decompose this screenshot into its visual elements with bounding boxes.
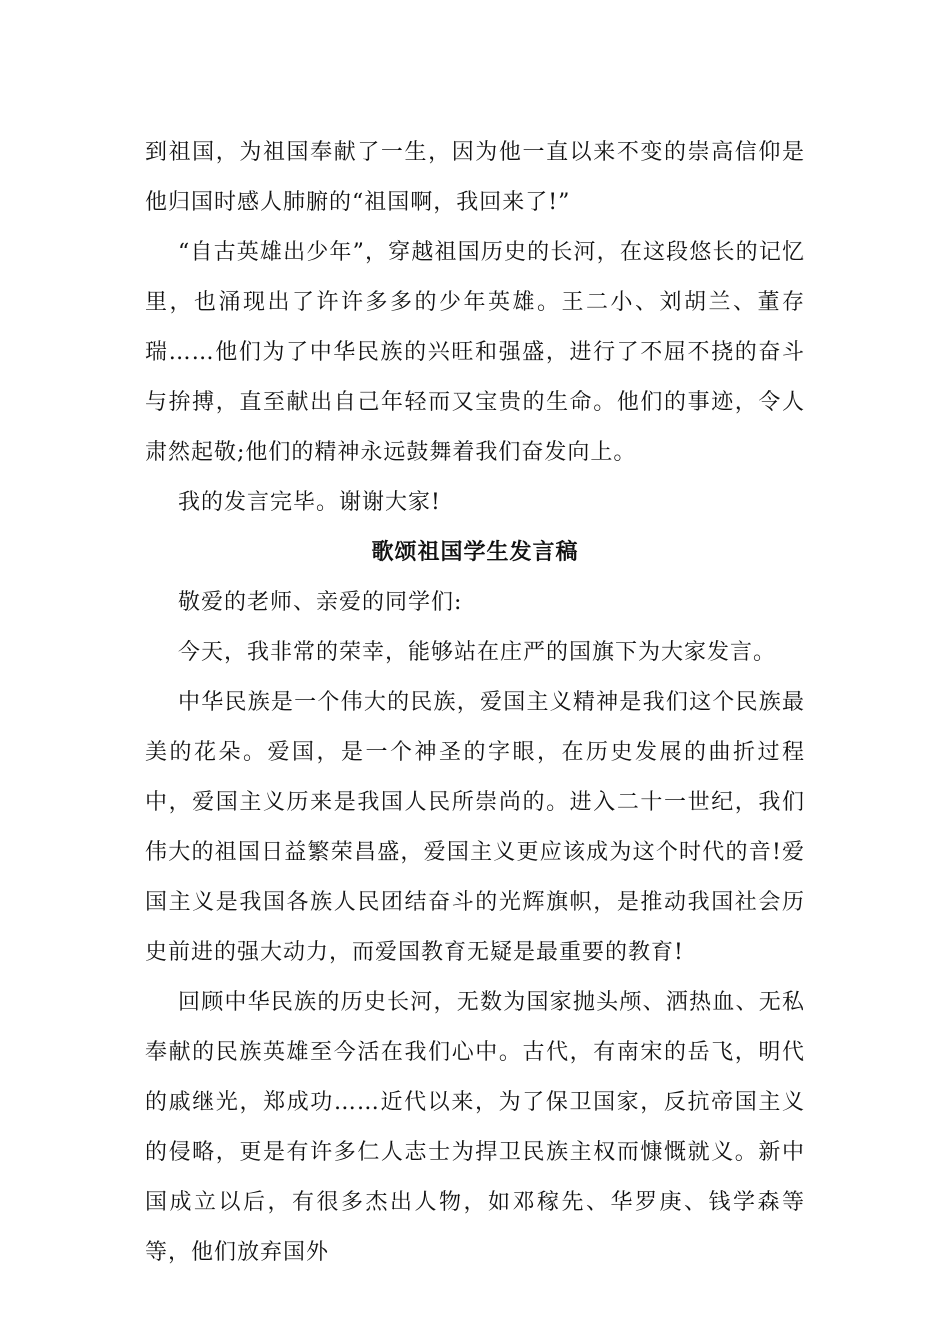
document-body — [145, 128, 805, 1278]
paragraph-patriotism: 中华民族是一个伟大的民族，爱国主义精神是我们这个民族最美的花朵。爱国，是一个神圣的字眼，在历史发展的曲折过程中，爱国主义历来是我国人民所崇尚的。进入二十一世纪，我们伟大的祖国日益繁荣昌盛，爱国主义更应该成为这个时代的音!爱国主义是我国各族人民团结奋斗的光辉旗帜，是推动我国社会历史前进的强大动力，而爱国教育无疑是最重要的教育! — [145, 690, 805, 965]
paragraph-closing: 我的发言完毕。谢谢大家! — [178, 490, 441, 515]
paragraph-history: 回顾中华民族的历史长河，无数为国家抛头颅、洒热血、无私奉献的民族英雄至今活在我们心中。古代，有南宋的岳飞，明代的戚继光，郑成功……近代以来，为了保卫国家，反抗帝国主义的侵略，更是有许多仁人志士为捍卫民族主权而慷慨就义。新中国成立以后，有很多杰出人物，如邓稼先、华罗庚、钱学森等等，他们放弃国外 — [145, 990, 805, 1265]
paragraph-young-heroes: “自古英雄出少年”，穿越祖国历史的长河，在这段悠长的记忆里，也涌现出了许许多多的少年英雄。王二小、刘胡兰、董存瑞……他们为了中华民族的兴旺和强盛，进行了不屈不挠的奋斗与拚搏，直至献出自己年轻而又宝贵的生命。他们的事迹，令人肃然起敬;他们的精神永远鼓舞着我们奋发向上。 — [145, 240, 805, 465]
paragraph-continuation: 到祖国，为祖国奉献了一生，因为他一直以来不变的崇高信仰是他归国时感人肺腑的“祖国啊，我回来了!” — [145, 140, 805, 215]
speech-title: 歌颂祖国学生发言稿 — [371, 540, 579, 565]
paragraph-salutation: 敬爱的老师、亲爱的同学们: — [178, 590, 463, 615]
paragraph-intro: 今天，我非常的荣幸，能够站在庄严的国旗下为大家发言。 — [178, 640, 777, 665]
